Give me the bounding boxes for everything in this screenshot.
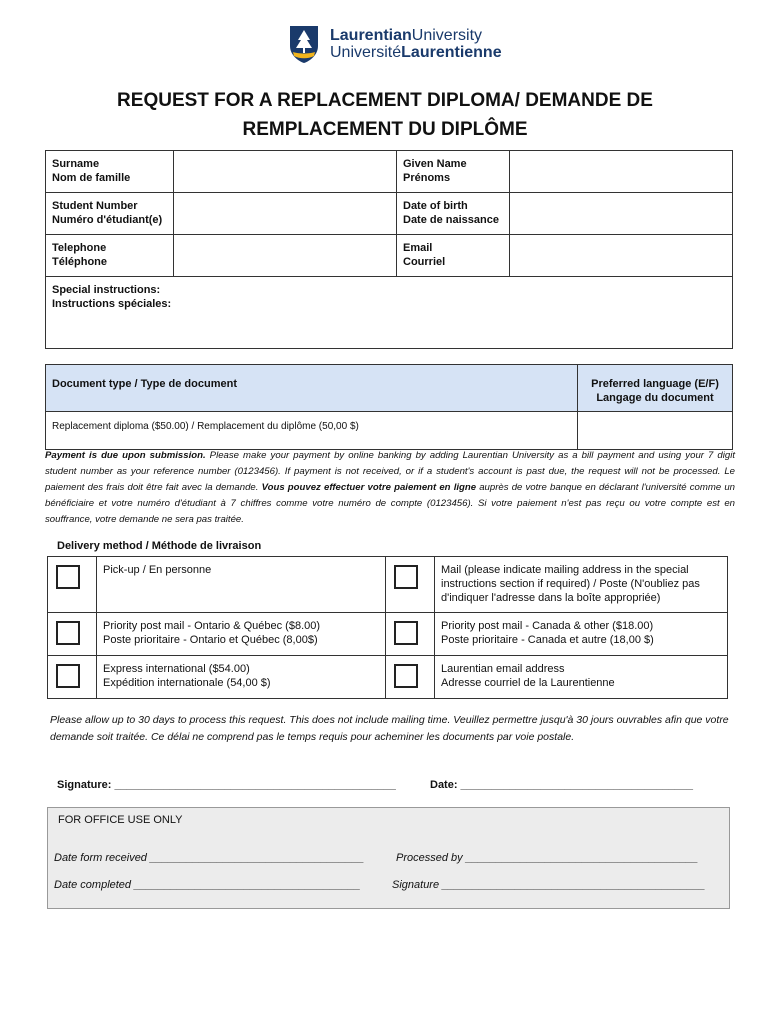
pickup-checkbox-cell [48,557,97,613]
given-name-label: Given Name Prénoms [397,151,510,193]
processing-time-notice: Please allow up to 30 days to process this request. This does not include mailing time. Veuillez permettre jusqu'à 30 jours ouvrables afin que votre demande soit traitée. Ce délai ne comprend pas le temps requis pour acheminer les documents par voie postale. [50,714,729,743]
special-instructions-label: Special instructions: [52,284,161,296]
delivery-method-title: Delivery method / Méthode de livraison [57,540,262,552]
processed-by-field[interactable]: Processed by ______________________________________ [396,852,699,864]
mail-checkbox[interactable] [394,565,418,589]
email-delivery-checkbox[interactable] [394,664,418,688]
express-international-checkbox[interactable] [56,664,80,688]
email-input[interactable] [510,235,733,277]
office-signature-field[interactable]: Signature ___________________________________________ [392,879,706,891]
priority-canada-checkbox[interactable] [394,621,418,645]
email-delivery-option: Laurentian email address Adresse courriel de la Laurentienne [435,656,728,699]
date-completed-field[interactable]: Date completed _____________________________________ [54,879,361,891]
preferred-language-input[interactable] [578,412,733,450]
payment-instructions: Payment is due upon submission. Please make your payment by online banking by adding Laurentian University as a bill payment and using your 7 digit student number as your reference number (0123456). If payment is not received, or if a student's account is past due, the request will not be processed. Le paiement des frais doit être fait avec la demande. Vous pouvez effectuer votre paiement en ligne auprès de votre banque en déclarant l'université comme un bénéficiaire et votre numéro d'étudiant à 7 chiffres comme votre numéro de compte (0123456). Si votre paiement n'est pas reçu ou votre compte est en souffrance, votre demande ne sera pas traitée. [45,450,735,525]
office-use-box [47,807,730,909]
date-received-field[interactable]: Date form received ___________________________________ [54,852,365,864]
telephone-input[interactable] [174,235,397,277]
dob-input[interactable] [510,193,733,235]
dob-label: Date of birth Date de naissance [397,193,510,235]
student-number-input[interactable] [174,193,397,235]
replacement-diploma-item: Replacement diploma ($50.00) / Remplacement du diplôme (50,00 $) [46,412,578,450]
email-label: Email Courriel [397,235,510,277]
office-use-title: FOR OFFICE USE ONLY [58,814,183,826]
identification-table [45,150,733,349]
signature-field[interactable]: Signature: ______________________________________________ [57,779,396,791]
mail-checkbox-cell [386,557,435,613]
logo-wordmark: LaurentianUniversity UniversitéLaurentienne [330,27,502,61]
university-shield-icon [288,24,320,64]
given-name-input[interactable] [510,151,733,193]
document-type-header: Document type / Type de document [46,365,578,412]
pickup-option: Pick-up / En personne [97,557,386,613]
priority-ontario-checkbox[interactable] [56,621,80,645]
priority-canada-option: Priority post mail - Canada & other ($18.00) Poste prioritaire - Canada et autre (18,00 $) [435,613,728,656]
pickup-checkbox[interactable] [56,565,80,589]
university-logo [288,24,502,68]
preferred-language-header: Preferred language (E/F) Langage du document [578,365,733,412]
telephone-label: Telephone Téléphone [46,235,174,277]
student-number-label: Student Number Numéro d'étudiant(e) [46,193,174,235]
page-title: REQUEST FOR A REPLACEMENT DIPLOMA/ DEMANDE DE REMPLACEMENT DU DIPLÔME [117,90,653,140]
surname-label: Surname Nom de famille [46,151,174,193]
date-field[interactable]: Date: ______________________________________ [430,779,694,791]
priority-ontario-option: Priority post mail - Ontario & Québec ($8.00) Poste prioritaire - Ontario et Québec (8,00$) [97,613,386,656]
express-international-option: Express international ($54.00) Expédition internationale (54,00 $) [97,656,386,699]
mail-option: Mail (please indicate mailing address in the special instructions section if required) / Poste (N'oubliez pas d'indiquer l'adresse dans la boîte appropriée) [435,557,728,613]
surname-input[interactable] [174,151,397,193]
delivery-method-table [47,556,728,699]
special-instructions-field[interactable]: Special instructions: Instructions spéciales: [46,277,733,349]
document-type-table [45,364,733,450]
